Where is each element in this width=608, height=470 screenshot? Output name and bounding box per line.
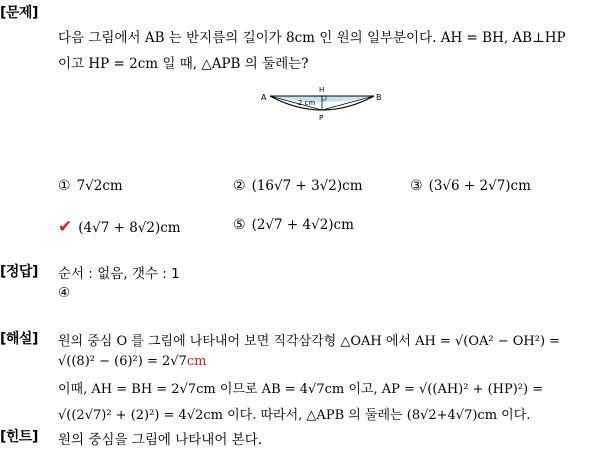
option-3[interactable] <box>410 178 531 194</box>
solution-line-2-main: √((8)² − (6)²) = 2√7 <box>58 354 187 369</box>
solution-tag: [해설] <box>0 331 38 347</box>
solution-line-1: 원의 중심 O 를 그림에 나타내어 보면 직각삼각형 △OAH 에서 AH = √(OA² − OH²) = <box>58 334 561 349</box>
option-1[interactable] <box>58 178 123 194</box>
check-icon: ✔ <box>58 217 73 237</box>
option-5-number: ⑤ <box>233 217 246 233</box>
figure-label-h: H <box>319 86 325 94</box>
figure-label-p: P <box>319 114 324 122</box>
option-5-text: (2√7 + 4√2)cm <box>251 217 354 233</box>
figure-length: 2 cm <box>298 99 316 107</box>
problem-tag: [문제] <box>0 5 38 21</box>
option-2[interactable] <box>233 178 363 194</box>
solution-line-2 <box>58 354 206 369</box>
problem-figure <box>258 82 388 132</box>
problem-line-1: 다음 그림에서 AB 는 반지름의 길이가 8cm 인 원의 일부분이다. AH = BH, AB⊥HP <box>58 30 566 46</box>
option-5[interactable] <box>233 217 354 233</box>
answer-line-1: 순서 : 없음, 갯수 : 1 <box>58 266 180 282</box>
hint-tag: [힌트] <box>0 429 38 445</box>
option-2-number: ② <box>233 178 246 194</box>
option-4[interactable] <box>58 217 181 237</box>
solution-line-2-unit: cm <box>186 354 207 369</box>
option-4-text: (4√7 + 8√2)cm <box>78 220 181 236</box>
figure-label-b: B <box>376 93 382 102</box>
hint-text: 원의 중심을 그림에 나타내어 본다. <box>58 432 263 448</box>
option-3-text: (3√6 + 2√7)cm <box>428 178 531 194</box>
option-1-text: 7√2cm <box>76 178 123 194</box>
problem-line-2: 이고 HP = 2cm 일 때, △APB 의 둘레는? <box>58 56 309 72</box>
option-2-text: (16√7 + 3√2)cm <box>251 178 363 194</box>
option-3-number: ③ <box>410 178 423 194</box>
answer-tag: [정답] <box>0 264 38 280</box>
solution-line-4: √((2√7)² + (2)²) = 4√2cm 이다. 따라서, △APB 의 둘레는 (8√2+4√7)cm 이다. <box>58 408 531 423</box>
figure-label-a: A <box>261 93 267 102</box>
option-1-number: ① <box>58 178 71 194</box>
solution-line-3: 이때, AH = BH = 2√7cm 이므로 AB = 4√7cm 이고, AP = √((AH)² + (HP)²) = <box>58 382 544 397</box>
answer-line-2: ④ <box>58 285 71 301</box>
